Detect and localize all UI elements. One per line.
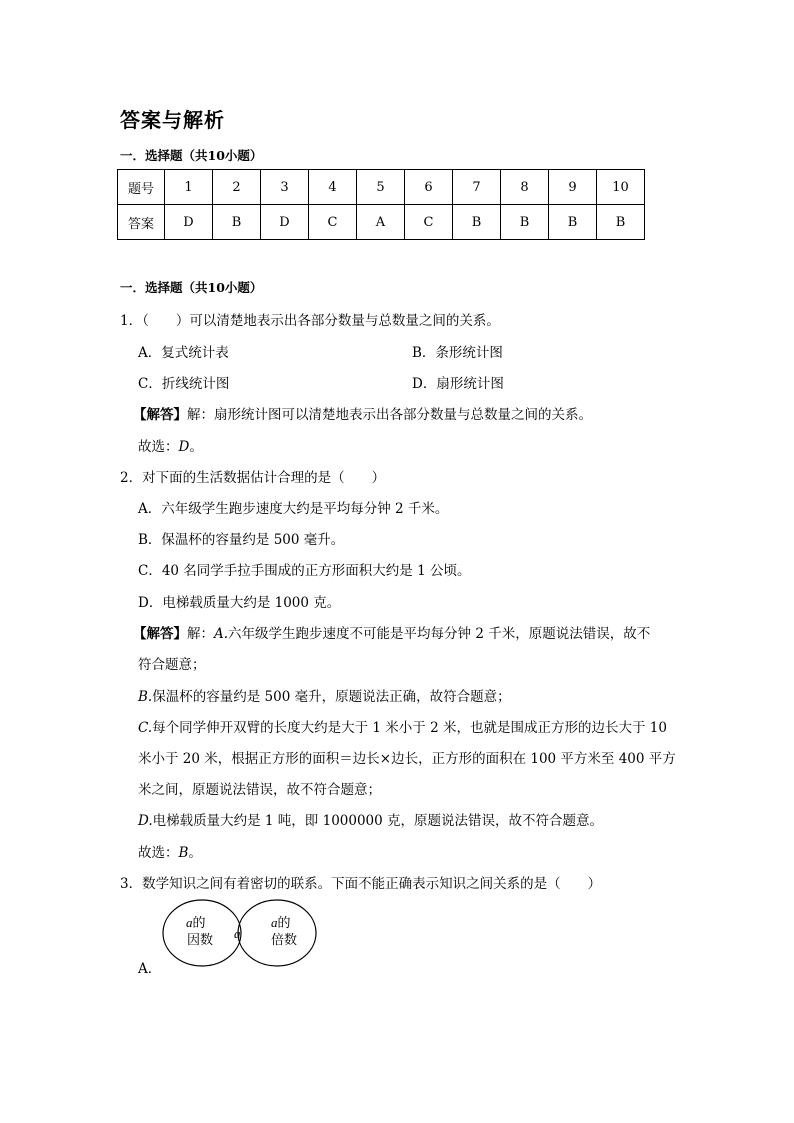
- table-cell: B: [597, 205, 645, 240]
- table-cell: D: [261, 205, 309, 240]
- table-cell: 2: [213, 170, 261, 205]
- answer-letter: A.: [214, 626, 229, 642]
- table-cell: 10: [597, 170, 645, 205]
- table-cell: 4: [309, 170, 357, 205]
- table-cell: 3: [261, 170, 309, 205]
- answer-letter: B.: [138, 689, 153, 705]
- table-cell: 9: [549, 170, 597, 205]
- q3-stem: 3．数学知识之间有着密切的联系。下面不能正确表示知识之间关系的是（ ）: [120, 876, 602, 892]
- answer-text: 六年级学生跑步速度不可能是平均每分钟 2 千米，原题说法错误，故不: [228, 626, 651, 642]
- table-cell: 6: [405, 170, 453, 205]
- table-cell: C: [309, 205, 357, 240]
- q2-answer-a-cont: 符合题意；: [138, 657, 206, 673]
- venn-left-label-1: a的: [186, 915, 206, 930]
- table-cell: D: [165, 205, 213, 240]
- q1-option-a: A．复式统计表: [138, 345, 229, 361]
- venn-right-label-2: 倍数: [271, 932, 298, 947]
- q2-stem: 2．对下面的生活数据估计合理的是（ ）: [120, 470, 386, 486]
- q2-answer-c-cont1: 米小于 20 米，根据正方形的面积＝边长×边长，正方形的面积在 100 平方米至 400 平方: [138, 751, 676, 767]
- q2-option-a: A．六年级学生跑步速度大约是平均每分钟 2 千米。: [138, 501, 449, 517]
- table-cell-header: 题号: [118, 170, 165, 205]
- answer-tag: 【解答】: [133, 626, 187, 642]
- choice-prefix: 故选：: [138, 845, 179, 861]
- venn-right-label-1: a的: [271, 915, 291, 930]
- choice-suffix: 。: [189, 439, 203, 455]
- table-row: [118, 170, 645, 205]
- q2-option-b: B．保温杯的容量约是 500 毫升。: [138, 532, 345, 548]
- venn-left-label-2: 因数: [187, 932, 214, 947]
- answer-text: 保温杯的容量约是 500 毫升，原题说法正确，故符合题意；: [152, 689, 511, 705]
- choice-letter: B: [178, 845, 189, 861]
- q1-stem: 1．（ ）可以清楚地表示出各部分数量与总数量之间的关系。: [120, 313, 500, 329]
- table-cell: 7: [453, 170, 501, 205]
- q2-answer-a: [133, 622, 650, 642]
- q2-option-c: C．40 名同学手拉手围成的正方形面积大约是 1 公顷。: [138, 563, 471, 579]
- table-cell: B: [501, 205, 549, 240]
- answer-text: 电梯载质量大约是 1 吨，即 1000000 克，原题说法错误，故不符合题意。: [152, 813, 604, 829]
- table-cell: 8: [501, 170, 549, 205]
- q2-answer-c: [138, 716, 667, 736]
- q2-answer-b: [138, 685, 511, 705]
- venn-center-label: a: [234, 926, 241, 941]
- table-cell-header: 答案: [118, 205, 165, 240]
- answer-tag: 【解答】: [133, 407, 187, 423]
- section-heading-2: 一．选择题（共10小题）: [120, 280, 263, 295]
- q1-choice: [138, 435, 203, 455]
- table-cell: C: [405, 205, 453, 240]
- q1-option-c: C．折线统计图: [138, 376, 230, 392]
- choice-prefix: 故选：: [138, 439, 179, 455]
- q1-answer: [133, 403, 592, 423]
- q1-option-d: D．扇形统计图: [412, 376, 504, 392]
- answer-letter: D.: [138, 813, 153, 829]
- table-row: [118, 205, 645, 240]
- table-cell: B: [549, 205, 597, 240]
- q2-answer-c-cont2: 米之间，原题说法错误，故不符合题意；: [138, 782, 381, 798]
- table-cell: 1: [165, 170, 213, 205]
- q1-option-b: B．条形统计图: [412, 345, 503, 361]
- answer-table: [117, 169, 645, 240]
- venn-diagram: [160, 897, 320, 969]
- table-cell: B: [453, 205, 501, 240]
- q2-choice: [138, 841, 202, 861]
- table-cell: A: [357, 205, 405, 240]
- q2-option-d: D．电梯载质量大约是 1000 克。: [138, 595, 341, 611]
- q2-answer-d: [138, 809, 603, 829]
- page-title: 答案与解析: [120, 108, 225, 132]
- answer-letter: C.: [138, 720, 153, 736]
- answer-text: 每个同学伸开双臂的长度大约是大于 1 米小于 2 米，也就是围成正方形的边长大于 10: [152, 720, 667, 736]
- section-heading: 一．选择题（共10小题）: [120, 148, 263, 163]
- answer-prefix: 解：: [187, 626, 214, 642]
- table-cell: B: [213, 205, 261, 240]
- table-cell: 5: [357, 170, 405, 205]
- answer-text: 解：扇形统计图可以清楚地表示出各部分数量与总数量之间的关系。: [187, 407, 592, 423]
- choice-suffix: 。: [188, 845, 202, 861]
- q3-option-a-label: A．: [138, 961, 162, 977]
- choice-letter: D: [178, 439, 190, 455]
